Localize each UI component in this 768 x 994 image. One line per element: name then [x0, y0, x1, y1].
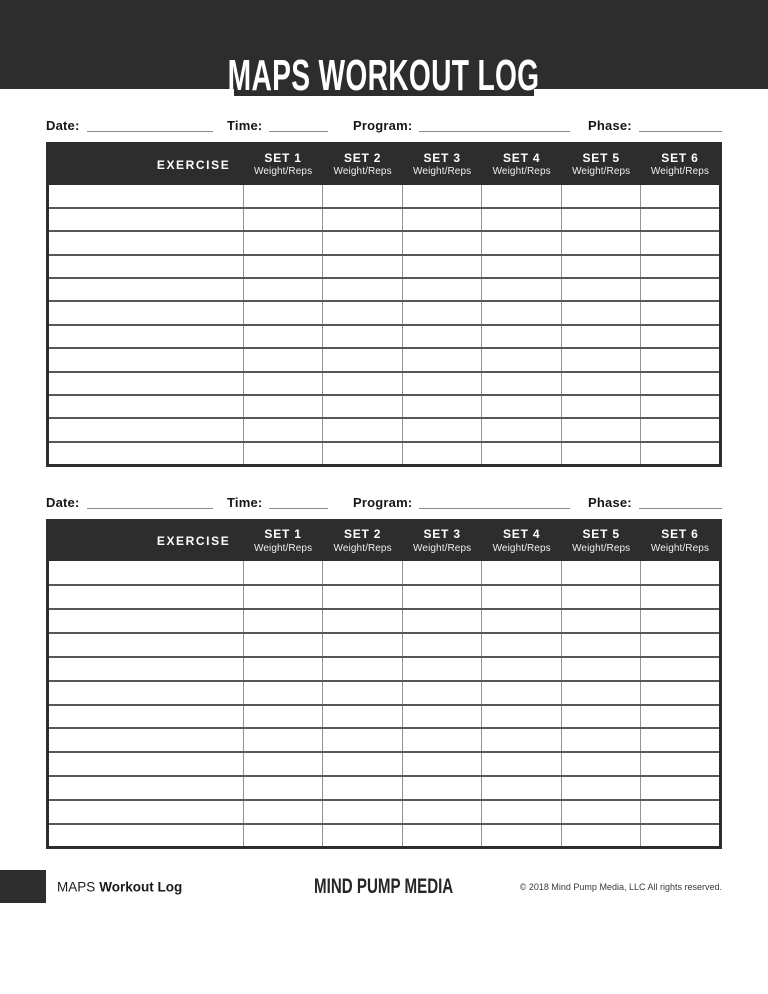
set-input-cell[interactable]: [402, 325, 482, 348]
set-input-cell[interactable]: [641, 728, 721, 752]
set-input-cell[interactable]: [561, 418, 641, 441]
set-input-cell[interactable]: [482, 325, 562, 348]
set-input-cell[interactable]: [482, 395, 562, 418]
exercise-input-cell[interactable]: [48, 633, 244, 657]
set-input-cell[interactable]: [402, 776, 482, 800]
set-input-cell[interactable]: [561, 208, 641, 231]
set-input-cell[interactable]: [402, 442, 482, 465]
set-input-cell[interactable]: [323, 395, 403, 418]
table-row: [48, 278, 721, 301]
set-input-cell[interactable]: [243, 185, 323, 208]
set-input-cell[interactable]: [243, 800, 323, 824]
set-input-cell[interactable]: [561, 752, 641, 776]
set-input-cell[interactable]: [323, 609, 403, 633]
workout-section-1: [46, 115, 722, 467]
set-input-cell[interactable]: [641, 372, 721, 395]
exercise-input-cell[interactable]: [48, 585, 244, 609]
set-input-cell[interactable]: [561, 681, 641, 705]
set-input-cell[interactable]: [323, 705, 403, 729]
workout-section-2: [46, 492, 722, 850]
set5-title: SET 5: [582, 527, 620, 542]
set-input-cell[interactable]: [641, 395, 721, 418]
set-input-cell[interactable]: [641, 442, 721, 465]
set-input-cell[interactable]: [402, 395, 482, 418]
date-field: [46, 495, 213, 511]
set-input-cell[interactable]: [243, 255, 323, 278]
set-input-cell[interactable]: [482, 185, 562, 208]
exercise-input-cell[interactable]: [48, 609, 244, 633]
header-fields-row: [46, 115, 722, 134]
copyright-notice: © 2018 Mind Pump Media, LLC All rights reserved.: [519, 881, 722, 892]
set-input-cell[interactable]: [243, 776, 323, 800]
set6-title: SET 6: [661, 527, 699, 542]
exercise-input-cell[interactable]: [48, 442, 244, 465]
set-input-cell[interactable]: [641, 278, 721, 301]
exercise-input-cell[interactable]: [48, 395, 244, 418]
set-input-cell[interactable]: [243, 372, 323, 395]
exercise-input-cell[interactable]: [48, 418, 244, 441]
set1-column-header: [243, 144, 323, 185]
set-input-cell[interactable]: [323, 255, 403, 278]
set-input-cell[interactable]: [561, 301, 641, 324]
set-input-cell[interactable]: [323, 561, 403, 585]
set-input-cell[interactable]: [482, 752, 562, 776]
set4-subtitle: Weight/Reps: [492, 542, 551, 554]
page-title: [0, 51, 768, 100]
set-input-cell[interactable]: [323, 231, 403, 254]
set2-column-header: [323, 520, 403, 561]
exercise-input-cell[interactable]: [48, 301, 244, 324]
set-input-cell[interactable]: [482, 776, 562, 800]
set-input-cell[interactable]: [243, 395, 323, 418]
time-input-line[interactable]: [269, 120, 328, 132]
set-input-cell[interactable]: [561, 442, 641, 465]
table-row: [48, 348, 721, 371]
set-input-cell[interactable]: [482, 609, 562, 633]
phase-input-line[interactable]: [639, 120, 722, 132]
exercise-input-cell[interactable]: [48, 231, 244, 254]
set-input-cell[interactable]: [561, 372, 641, 395]
set-input-cell[interactable]: [243, 633, 323, 657]
set5-subtitle: Weight/Reps: [572, 542, 631, 554]
page-content: [0, 115, 768, 849]
set3-subtitle: Weight/Reps: [413, 542, 472, 554]
footer-brand-prefix: MAPS: [57, 879, 96, 895]
set-input-cell[interactable]: [243, 442, 323, 465]
workout-table: [46, 519, 722, 850]
workout-table-body: [48, 561, 721, 848]
set-input-cell[interactable]: [561, 585, 641, 609]
set-input-cell[interactable]: [402, 348, 482, 371]
phase-label: Phase:: [588, 118, 632, 134]
set-input-cell[interactable]: [243, 278, 323, 301]
set-input-cell[interactable]: [323, 185, 403, 208]
date-label: Date:: [46, 118, 80, 134]
workout-table-header: [48, 520, 721, 561]
table-row: [48, 442, 721, 465]
phase-field: [588, 118, 722, 134]
set-input-cell[interactable]: [243, 231, 323, 254]
set-input-cell[interactable]: [402, 185, 482, 208]
page-footer: [0, 870, 768, 903]
set-input-cell[interactable]: [561, 633, 641, 657]
exercise-input-cell[interactable]: [48, 657, 244, 681]
phase-input-line[interactable]: [639, 497, 722, 509]
set3-title: SET 3: [423, 150, 461, 165]
set-input-cell[interactable]: [641, 255, 721, 278]
set-input-cell[interactable]: [641, 705, 721, 729]
set-input-cell[interactable]: [402, 657, 482, 681]
exercise-input-cell[interactable]: [48, 776, 244, 800]
set-input-cell[interactable]: [561, 657, 641, 681]
time-field: [227, 118, 328, 134]
table-row: [48, 231, 721, 254]
table-row: [48, 824, 721, 848]
set-input-cell[interactable]: [323, 657, 403, 681]
set-input-cell[interactable]: [323, 208, 403, 231]
set-input-cell[interactable]: [402, 278, 482, 301]
set-input-cell[interactable]: [323, 278, 403, 301]
table-row: [48, 681, 721, 705]
exercise-input-cell[interactable]: [48, 325, 244, 348]
set-input-cell[interactable]: [243, 585, 323, 609]
set6-column-header: [641, 520, 721, 561]
set3-column-header: [402, 144, 482, 185]
set-input-cell[interactable]: [561, 609, 641, 633]
set-input-cell[interactable]: [323, 633, 403, 657]
set-input-cell[interactable]: [323, 681, 403, 705]
set4-subtitle: Weight/Reps: [492, 166, 551, 178]
date-input-line[interactable]: [87, 497, 213, 509]
set-input-cell[interactable]: [402, 705, 482, 729]
program-label: Program:: [353, 118, 413, 134]
set-input-cell[interactable]: [482, 348, 562, 371]
set-input-cell[interactable]: [561, 728, 641, 752]
set5-subtitle: Weight/Reps: [572, 166, 631, 178]
set2-title: SET 2: [343, 150, 382, 165]
program-field: [353, 118, 570, 134]
set-input-cell[interactable]: [323, 372, 403, 395]
set-input-cell[interactable]: [641, 776, 721, 800]
exercise-input-cell[interactable]: [48, 208, 244, 231]
exercise-input-cell[interactable]: [48, 348, 244, 371]
table-row: [48, 418, 721, 441]
set-input-cell[interactable]: [323, 442, 403, 465]
set5-column-header: [561, 144, 641, 185]
program-field: [353, 495, 570, 511]
phase-label: Phase:: [588, 495, 632, 511]
date-label: Date:: [46, 495, 80, 511]
set-input-cell[interactable]: [482, 561, 562, 585]
set-input-cell[interactable]: [482, 418, 562, 441]
set-input-cell[interactable]: [243, 609, 323, 633]
set3-column-header: [402, 520, 482, 561]
set-input-cell[interactable]: [641, 301, 721, 324]
table-row: [48, 800, 721, 824]
phase-field: [588, 495, 722, 511]
page-title-text: MAPS WORKOUT LOG: [228, 51, 540, 100]
set-input-cell[interactable]: [323, 776, 403, 800]
set1-title: SET 1: [264, 527, 302, 542]
time-label: Time:: [227, 495, 263, 511]
table-row: [48, 255, 721, 278]
set-input-cell[interactable]: [482, 681, 562, 705]
set-input-cell[interactable]: [641, 657, 721, 681]
set6-subtitle: Weight/Reps: [650, 166, 710, 178]
set-input-cell[interactable]: [482, 278, 562, 301]
table-row: [48, 633, 721, 657]
exercise-column-header: EXERCISE: [48, 144, 244, 185]
time-input-line[interactable]: [269, 497, 328, 509]
set-input-cell[interactable]: [641, 418, 721, 441]
set-input-cell[interactable]: [402, 609, 482, 633]
set-input-cell[interactable]: [482, 372, 562, 395]
set1-subtitle: Weight/Reps: [254, 166, 313, 178]
footer-brand-bold: Workout Log: [99, 879, 183, 895]
exercise-input-cell[interactable]: [48, 824, 244, 848]
set1-subtitle: Weight/Reps: [254, 542, 313, 554]
set-input-cell[interactable]: [482, 633, 562, 657]
set-input-cell[interactable]: [641, 185, 721, 208]
set4-title: SET 4: [502, 527, 541, 542]
set-input-cell[interactable]: [641, 681, 721, 705]
set-input-cell[interactable]: [561, 824, 641, 848]
set5-column-header: [561, 520, 641, 561]
table-row: [48, 208, 721, 231]
set-input-cell[interactable]: [402, 301, 482, 324]
set-input-cell[interactable]: [641, 609, 721, 633]
set-input-cell[interactable]: [243, 752, 323, 776]
workout-table: [46, 142, 722, 467]
exercise-input-cell[interactable]: [48, 278, 244, 301]
set6-title: SET 6: [661, 150, 699, 165]
set4-title: SET 4: [502, 150, 541, 165]
set1-title: SET 1: [264, 150, 302, 165]
set-input-cell[interactable]: [402, 824, 482, 848]
set2-title: SET 2: [343, 527, 382, 542]
set-input-cell[interactable]: [482, 301, 562, 324]
set-input-cell[interactable]: [641, 561, 721, 585]
set-input-cell[interactable]: [482, 442, 562, 465]
table-row: [48, 395, 721, 418]
set-input-cell[interactable]: [402, 800, 482, 824]
set-input-cell[interactable]: [243, 681, 323, 705]
set-input-cell[interactable]: [561, 231, 641, 254]
set-input-cell[interactable]: [561, 800, 641, 824]
exercise-input-cell[interactable]: [48, 728, 244, 752]
exercise-input-cell[interactable]: [48, 372, 244, 395]
set5-title: SET 5: [582, 150, 620, 165]
set-input-cell[interactable]: [641, 633, 721, 657]
set-input-cell[interactable]: [243, 728, 323, 752]
set-input-cell[interactable]: [243, 301, 323, 324]
program-input-line[interactable]: [419, 497, 570, 509]
set-input-cell[interactable]: [482, 208, 562, 231]
set-input-cell[interactable]: [641, 585, 721, 609]
header-row: [48, 144, 721, 185]
set-input-cell[interactable]: [243, 657, 323, 681]
set-input-cell[interactable]: [561, 776, 641, 800]
program-input-line[interactable]: [419, 120, 570, 132]
date-input-line[interactable]: [87, 120, 213, 132]
set-input-cell[interactable]: [402, 231, 482, 254]
set-input-cell[interactable]: [323, 585, 403, 609]
set-input-cell[interactable]: [641, 325, 721, 348]
exercise-column-header: EXERCISE: [48, 520, 244, 561]
set2-subtitle: Weight/Reps: [333, 166, 392, 178]
set-input-cell[interactable]: [243, 561, 323, 585]
table-row: [48, 585, 721, 609]
set4-column-header: [482, 520, 562, 561]
set-input-cell[interactable]: [641, 231, 721, 254]
set-input-cell[interactable]: [482, 824, 562, 848]
set-input-cell[interactable]: [482, 705, 562, 729]
set-input-cell[interactable]: [482, 231, 562, 254]
table-row: [48, 728, 721, 752]
exercise-input-cell[interactable]: [48, 185, 244, 208]
table-row: [48, 705, 721, 729]
table-row: [48, 372, 721, 395]
set-input-cell[interactable]: [482, 585, 562, 609]
set-input-cell[interactable]: [561, 185, 641, 208]
set-input-cell[interactable]: [243, 325, 323, 348]
workout-table-header: [48, 144, 721, 185]
set-input-cell[interactable]: [641, 752, 721, 776]
set-input-cell[interactable]: [243, 348, 323, 371]
set-input-cell[interactable]: [402, 585, 482, 609]
header-fields-row: [46, 492, 722, 511]
set-input-cell[interactable]: [243, 824, 323, 848]
set-input-cell[interactable]: [402, 418, 482, 441]
set-input-cell[interactable]: [402, 561, 482, 585]
exercise-input-cell[interactable]: [48, 705, 244, 729]
time-field: [227, 495, 328, 511]
set-input-cell[interactable]: [323, 752, 403, 776]
set-input-cell[interactable]: [402, 255, 482, 278]
table-row: [48, 185, 721, 208]
set3-subtitle: Weight/Reps: [413, 166, 472, 178]
exercise-input-cell[interactable]: [48, 255, 244, 278]
set4-column-header: [482, 144, 562, 185]
set-input-cell[interactable]: [482, 255, 562, 278]
set-input-cell[interactable]: [323, 348, 403, 371]
company-logotype-text: MIND PUMP MEDIA: [314, 874, 454, 898]
set-input-cell[interactable]: [402, 208, 482, 231]
set-input-cell[interactable]: [323, 728, 403, 752]
set-input-cell[interactable]: [323, 301, 403, 324]
set-input-cell[interactable]: [402, 372, 482, 395]
program-label: Program:: [353, 495, 413, 511]
set1-column-header: [243, 520, 323, 561]
set-input-cell[interactable]: [561, 395, 641, 418]
exercise-input-cell[interactable]: [48, 681, 244, 705]
table-row: [48, 609, 721, 633]
workout-table-body: [48, 185, 721, 466]
exercise-input-cell[interactable]: [48, 800, 244, 824]
set-input-cell[interactable]: [561, 278, 641, 301]
set-input-cell[interactable]: [482, 728, 562, 752]
set-input-cell[interactable]: [641, 208, 721, 231]
set-input-cell[interactable]: [561, 325, 641, 348]
set6-subtitle: Weight/Reps: [650, 542, 710, 554]
set-input-cell[interactable]: [641, 800, 721, 824]
set-input-cell[interactable]: [402, 633, 482, 657]
masthead: [0, 0, 768, 100]
set-input-cell[interactable]: [402, 752, 482, 776]
set-input-cell[interactable]: [641, 824, 721, 848]
set-input-cell[interactable]: [323, 418, 403, 441]
table-row: [48, 752, 721, 776]
date-field: [46, 118, 213, 134]
set3-title: SET 3: [423, 527, 461, 542]
set-input-cell[interactable]: [402, 728, 482, 752]
set2-column-header: [323, 144, 403, 185]
set-input-cell[interactable]: [243, 208, 323, 231]
exercise-input-cell[interactable]: [48, 561, 244, 585]
set-input-cell[interactable]: [561, 348, 641, 371]
set-input-cell[interactable]: [323, 800, 403, 824]
time-label: Time:: [227, 118, 263, 134]
set2-subtitle: Weight/Reps: [333, 542, 392, 554]
set-input-cell[interactable]: [561, 705, 641, 729]
exercise-input-cell[interactable]: [48, 752, 244, 776]
set-input-cell[interactable]: [402, 681, 482, 705]
table-row: [48, 301, 721, 324]
set-input-cell[interactable]: [243, 705, 323, 729]
table-row: [48, 561, 721, 585]
set-input-cell[interactable]: [482, 800, 562, 824]
table-row: [48, 657, 721, 681]
set-input-cell[interactable]: [561, 255, 641, 278]
set-input-cell[interactable]: [641, 348, 721, 371]
set-input-cell[interactable]: [243, 418, 323, 441]
set6-column-header: [641, 144, 721, 185]
header-row: [48, 520, 721, 561]
set-input-cell[interactable]: [561, 561, 641, 585]
table-row: [48, 325, 721, 348]
set-input-cell[interactable]: [323, 824, 403, 848]
set-input-cell[interactable]: [323, 325, 403, 348]
set-input-cell[interactable]: [482, 657, 562, 681]
table-row: [48, 776, 721, 800]
